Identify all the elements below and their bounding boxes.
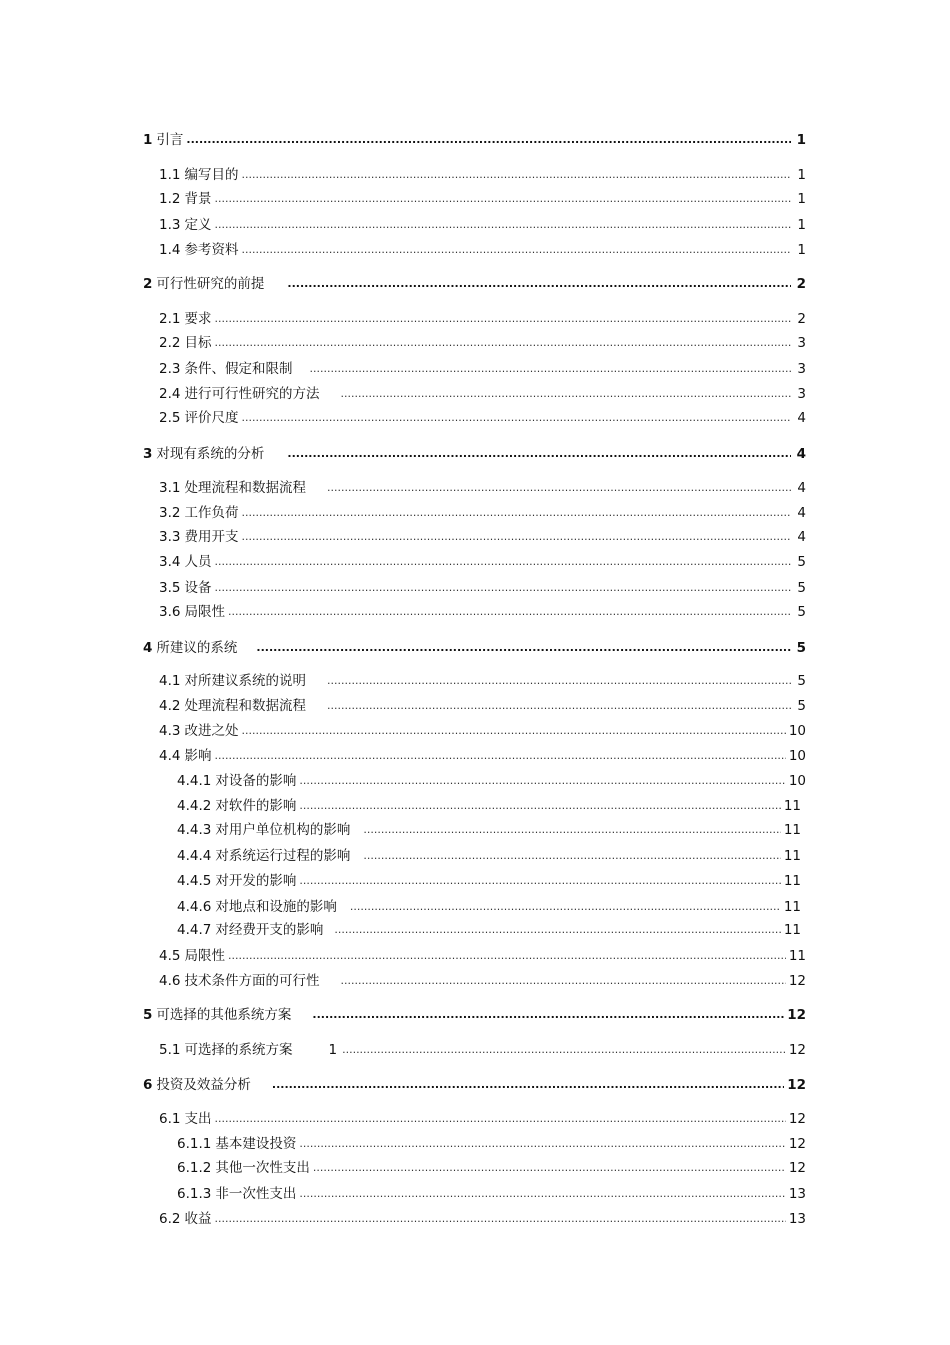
toc-leader-dots: [186, 129, 791, 151]
toc-title: 改进之处: [184, 723, 239, 739]
toc-title: 条件、假定和限制: [184, 361, 293, 377]
toc-leader-dots: [299, 770, 785, 792]
toc-entry[interactable]: [177, 870, 801, 892]
toc-entry[interactable]: [177, 896, 801, 918]
toc-page-number: 12: [788, 1136, 806, 1152]
toc-entry[interactable]: [159, 358, 806, 380]
toc-page-number: 11: [783, 899, 801, 915]
toc-entry[interactable]: [159, 670, 806, 692]
toc-page-number: 5: [797, 698, 806, 714]
toc-title: 对用户单位机构的影响: [215, 822, 351, 838]
toc-page-number: 11: [783, 798, 801, 814]
toc-number: 5.1: [159, 1042, 181, 1058]
toc-page-number: 12: [788, 1042, 806, 1058]
toc-title: 对开发的影响: [215, 873, 297, 889]
toc-number: 2.3: [159, 361, 181, 377]
toc-entry[interactable]: [159, 407, 806, 429]
toc-page-number: 11: [783, 848, 801, 864]
toc-entry[interactable]: [159, 695, 806, 717]
toc-entry[interactable]: [159, 164, 806, 186]
toc-leader-dots: [287, 273, 791, 295]
toc-number: 1.1: [159, 167, 181, 183]
toc-number: 3.2: [159, 505, 181, 521]
toc-entry[interactable]: [159, 477, 806, 499]
toc-number: 3.5: [159, 580, 181, 596]
toc-leader-dots: [327, 477, 791, 499]
toc-leader-dots: [313, 1157, 786, 1179]
toc-leader-dots: [241, 407, 791, 429]
toc-leader-dots: [241, 239, 791, 261]
toc-leader-dots: [334, 919, 780, 941]
toc-leader-dots: [299, 795, 780, 817]
toc-title: 背景: [184, 191, 212, 207]
toc-title: 对软件的影响: [215, 798, 297, 814]
toc-entry[interactable]: [159, 214, 806, 236]
toc-leader-dots: [363, 819, 780, 841]
toc-chapter[interactable]: [143, 129, 806, 151]
toc-number: 4: [143, 640, 153, 656]
toc-number: 2: [143, 276, 153, 292]
toc-number: 4.4.5: [177, 873, 212, 889]
toc-leader-dots: [241, 720, 785, 742]
toc-title: 参考资料: [184, 242, 239, 258]
toc-chapter[interactable]: [143, 1004, 806, 1026]
toc-leader-dots: [327, 670, 791, 692]
toc-number: 2.1: [159, 311, 181, 327]
toc-entry[interactable]: [159, 1039, 806, 1061]
toc-leader-dots: [299, 1133, 785, 1155]
toc-page-number: 10: [788, 748, 806, 764]
toc-chapter[interactable]: [143, 443, 806, 465]
toc-title: 所建议的系统: [156, 640, 238, 656]
toc-entry[interactable]: [177, 919, 801, 941]
toc-number: 1.2: [159, 191, 181, 207]
toc-page-number: 5: [797, 673, 806, 689]
toc-number: 6.1.1: [177, 1136, 212, 1152]
toc-page-number: 4: [797, 410, 806, 426]
toc-number: 4.4.1: [177, 773, 212, 789]
toc-title: 影响: [184, 748, 212, 764]
toc-leader-dots: [363, 845, 780, 867]
toc-page-number: 5: [796, 640, 806, 656]
toc-entry[interactable]: [159, 745, 806, 767]
toc-page-number: 1: [797, 242, 806, 258]
toc-page-number: 1: [797, 167, 806, 183]
toc-page-number: 13: [788, 1186, 806, 1202]
toc-entry[interactable]: [177, 1183, 806, 1205]
toc-leader-dots: [241, 164, 791, 186]
toc-page-number: 2: [796, 276, 806, 292]
toc-title: 对地点和设施的影响: [215, 899, 337, 915]
toc-number: 4.4.3: [177, 822, 212, 838]
toc-entry[interactable]: [159, 577, 806, 599]
toc-entry[interactable]: [177, 795, 801, 817]
toc-number: 6.2: [159, 1211, 181, 1227]
toc-leader-dots: [214, 332, 791, 354]
toc-title: 技术条件方面的可行性: [184, 973, 320, 989]
toc-entry[interactable]: [177, 845, 801, 867]
toc-entry[interactable]: [159, 526, 806, 548]
toc-number: 3.3: [159, 529, 181, 545]
toc-page-number: 11: [783, 822, 801, 838]
toc-number: 3.4: [159, 554, 181, 570]
toc-title: 对所建议系统的说明: [184, 673, 306, 689]
toc-title: 投资及效益分析: [156, 1077, 251, 1093]
toc-entry[interactable]: [159, 502, 806, 524]
toc-page-number: 2: [797, 311, 806, 327]
toc-leader-dots: [214, 1208, 785, 1230]
toc-chapter[interactable]: [143, 1074, 806, 1096]
toc-entry[interactable]: [177, 1157, 806, 1179]
toc-title: 处理流程和数据流程: [184, 698, 306, 714]
toc-number: 1.3: [159, 217, 181, 233]
toc-title: 要求: [184, 311, 212, 327]
toc-page-number: 12: [788, 973, 806, 989]
toc-number: 4.4.7: [177, 922, 212, 938]
toc-page-number: 1: [797, 191, 806, 207]
toc-number: 2.2: [159, 335, 181, 351]
toc-leader-dots: [228, 945, 786, 967]
toc-leader-dots: [241, 502, 791, 524]
toc-title: 目标: [184, 335, 212, 351]
toc-number: 4.5: [159, 948, 181, 964]
toc-leader-dots: [287, 443, 791, 465]
toc-title: 对现有系统的分析: [156, 446, 265, 462]
toc-number: 4.6: [159, 973, 181, 989]
toc-leader-dots: [272, 1074, 784, 1096]
toc-leader-dots: [214, 214, 791, 236]
toc-entry[interactable]: [159, 970, 806, 992]
toc-page-number: 12: [788, 1160, 806, 1176]
toc-page-number: 3: [797, 386, 806, 402]
toc-title: 对设备的影响: [215, 773, 297, 789]
toc-title: 收益: [184, 1211, 212, 1227]
toc-page-number: 11: [783, 873, 801, 889]
toc-title: 设备: [184, 580, 212, 596]
toc-number: 4.4: [159, 748, 181, 764]
toc-title: 非一次性支出: [215, 1186, 297, 1202]
toc-leader-dots: [327, 695, 791, 717]
toc-page-number: 11: [783, 922, 801, 938]
toc-number: 2.5: [159, 410, 181, 426]
toc-chapter[interactable]: [143, 637, 806, 659]
toc-leader-dots: [309, 358, 791, 380]
toc-leader-dots: [340, 970, 785, 992]
toc-page-number: 4: [797, 480, 806, 496]
toc-leader-dots: [312, 1004, 784, 1026]
toc-title: 可选择的其他系统方案: [156, 1007, 292, 1023]
toc-leader-dots: [214, 551, 791, 573]
toc-number: 4.2: [159, 698, 181, 714]
toc-page-number: 13: [788, 1211, 806, 1227]
toc-entry[interactable]: [159, 308, 806, 330]
toc-number: 3: [143, 446, 153, 462]
toc-page-number: 12: [788, 1111, 806, 1127]
toc-number: 3.1: [159, 480, 181, 496]
toc-leader-dots: [214, 577, 791, 599]
toc-number: 4.4.4: [177, 848, 212, 864]
toc-entry[interactable]: [177, 1133, 806, 1155]
toc-entry[interactable]: [177, 770, 806, 792]
toc-leader-dots: [299, 870, 780, 892]
toc-number: 5: [143, 1007, 153, 1023]
toc-title: 局限性: [184, 948, 225, 964]
toc-title: 定义: [184, 217, 212, 233]
toc-entry[interactable]: [159, 601, 806, 623]
toc-page-number: 5: [797, 580, 806, 596]
toc-page-number: 3: [797, 361, 806, 377]
toc-number: 4.4.6: [177, 899, 212, 915]
toc-title: 费用开支: [184, 529, 239, 545]
toc-number: 2.4: [159, 386, 181, 402]
toc-page-number: 4: [797, 529, 806, 545]
toc-number: 1.4: [159, 242, 181, 258]
toc-entry[interactable]: [159, 1208, 806, 1230]
toc-leader-dots: [228, 601, 791, 623]
toc-title: 可选择的系统方案: [184, 1042, 293, 1058]
toc-entry[interactable]: [159, 188, 806, 210]
toc-page-number: 5: [797, 604, 806, 620]
toc-title: 支出: [184, 1111, 212, 1127]
toc-extra-number: 1: [328, 1042, 338, 1058]
toc-chapter[interactable]: [143, 273, 806, 295]
toc-leader-dots: [214, 1108, 785, 1130]
toc-entry[interactable]: [159, 551, 806, 573]
toc-page-number: 4: [796, 446, 806, 462]
toc-entry[interactable]: [159, 383, 806, 405]
toc-page-number: 5: [797, 554, 806, 570]
toc-title: 引言: [156, 132, 184, 148]
toc-leader-dots: [214, 188, 791, 210]
toc-number: 6.1.3: [177, 1186, 212, 1202]
toc-number: 6: [143, 1077, 153, 1093]
toc-entry[interactable]: [159, 720, 806, 742]
toc-title: 其他一次性支出: [215, 1160, 310, 1176]
toc-leader-dots: [350, 896, 781, 918]
toc-title: 人员: [184, 554, 212, 570]
toc-number: 6.1.2: [177, 1160, 212, 1176]
toc-number: 6.1: [159, 1111, 181, 1127]
toc-leader-dots: [256, 637, 791, 659]
toc-title: 工作负荷: [184, 505, 239, 521]
toc-title: 基本建设投资: [215, 1136, 297, 1152]
toc-page-number: 1: [797, 217, 806, 233]
toc-page-number: 4: [797, 505, 806, 521]
toc-entry[interactable]: [159, 332, 806, 354]
toc-title: 进行可行性研究的方法: [184, 386, 320, 402]
toc-number: 4.3: [159, 723, 181, 739]
toc-page-number: 10: [788, 723, 806, 739]
toc-leader-dots: [214, 745, 785, 767]
toc-leader-dots: [299, 1183, 785, 1205]
toc-page-number: 12: [787, 1077, 806, 1093]
toc-page-number: 10: [788, 773, 806, 789]
toc-entry[interactable]: [177, 819, 801, 841]
toc-title: 处理流程和数据流程: [184, 480, 306, 496]
toc-number: 3.6: [159, 604, 181, 620]
toc-title: 对系统运行过程的影响: [215, 848, 351, 864]
toc-number: 4.4.2: [177, 798, 212, 814]
toc-entry[interactable]: [159, 945, 806, 967]
toc-title: 编写目的: [184, 167, 239, 183]
toc-title: 对经费开支的影响: [215, 922, 324, 938]
toc-leader-dots: [342, 1039, 786, 1061]
toc-title: 可行性研究的前提: [156, 276, 265, 292]
toc-leader-dots: [241, 526, 791, 548]
toc-page-number: 1: [796, 132, 806, 148]
toc-page-number: 12: [787, 1007, 806, 1023]
toc-entry[interactable]: [159, 1108, 806, 1130]
toc-title: 评价尺度: [184, 410, 239, 426]
toc-leader-dots: [214, 308, 791, 330]
toc-title: 局限性: [184, 604, 225, 620]
toc-page-number: 11: [788, 948, 806, 964]
toc-number: 4.1: [159, 673, 181, 689]
toc-number: 1: [143, 132, 153, 148]
toc-leader-dots: [340, 383, 791, 405]
toc-entry[interactable]: [159, 239, 806, 261]
toc-page-number: 3: [797, 335, 806, 351]
